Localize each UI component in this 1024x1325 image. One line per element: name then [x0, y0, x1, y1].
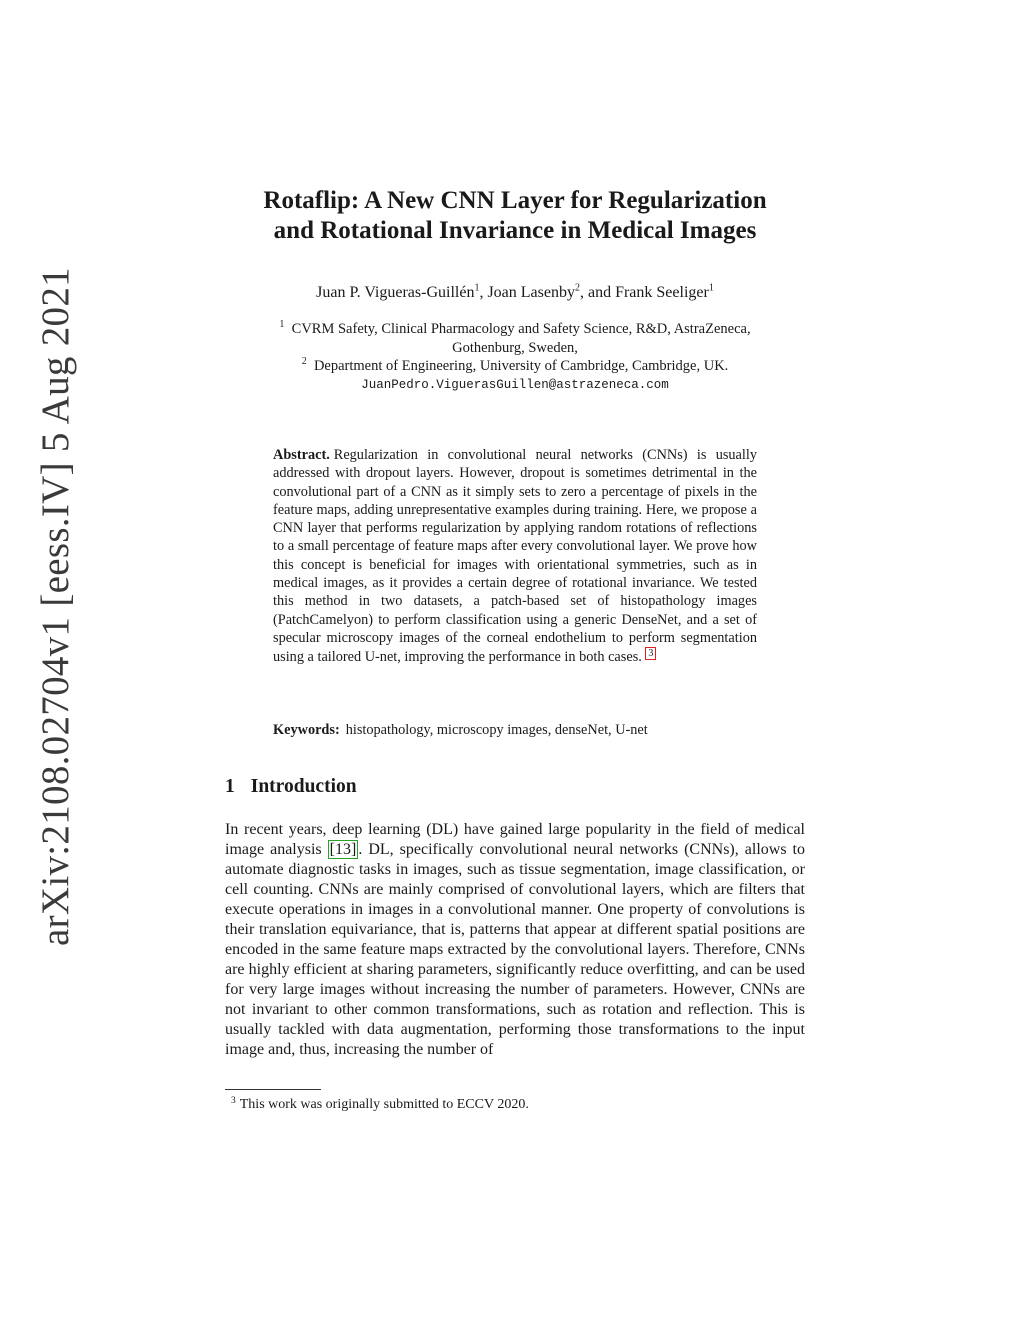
keywords-text: histopathology, microscopy images, denseNet, U-net: [345, 722, 648, 738]
intro-text-part-2: . DL, specifically convolutional neural networks (CNNs), allows to automate diagnostic tasks in images, such as tissue segmentation, image classification, or cell counting. CNNs are mainly comprised of convolutional layers, which are filters that execute operations in images in a convolutional manner. One property of convolutions is their translation equivariance, that is, patterns that appear at different spatial positions are encoded in the same feature maps extracted by the convolutional layers. Therefore, CNNs are highly efficient at sharing parameters, significantly reduce overfitting, and can be used for very large images without increasing the number of parameters. However, CNNs are not invariant to other common transformations, such as rotation and reflection. This is usually tackled with data augmentation, performing those transformations to the input image and, thus, increasing the number of: [225, 841, 805, 1058]
footnote-text: This work was originally submitted to ECCV 2020.: [239, 1097, 529, 1112]
abstract-label: Abstract.: [273, 447, 330, 463]
affiliation-1: [200, 320, 830, 339]
footnote-link[interactable]: 3: [645, 647, 656, 660]
section-heading: [225, 776, 357, 798]
introduction-paragraph: [225, 820, 805, 1060]
footnote-mark: 3: [231, 1096, 236, 1106]
citation-link[interactable]: [13]: [329, 841, 357, 858]
affiliation-1-mark: 1: [279, 319, 285, 331]
affiliation-2: [200, 357, 830, 376]
affiliation-1-text: CVRM Safety, Clinical Pharmacology and Safety Science, R&D, AstraZeneca,: [291, 321, 751, 337]
footnote: [225, 1096, 805, 1113]
section-title: Introduction: [250, 776, 357, 797]
author-name: Frank Seeliger: [615, 284, 709, 301]
author-affiliation-mark: 1: [474, 282, 480, 294]
keywords: [273, 722, 757, 739]
paper-title: [200, 186, 830, 246]
affiliation-1-location: Gothenburg, Sweden,: [452, 339, 578, 356]
arxiv-identifier: arXiv:2108.02704v1 [eess.IV] 5 Aug 2021: [34, 267, 77, 946]
author-affiliation-mark: 1: [708, 282, 714, 294]
abstract: [273, 446, 757, 667]
author-separator: , and: [579, 284, 616, 301]
affiliations: [200, 320, 830, 394]
affiliation-2-mark: 2: [301, 356, 307, 368]
affiliation-2-text: Department of Engineering, University of Cambridge, Cambridge, UK.: [313, 358, 729, 374]
author-name: Joan Lasenby: [487, 284, 575, 301]
author-affiliation-mark: 2: [574, 282, 580, 294]
section-number: 1: [225, 776, 235, 797]
author-name: Juan P. Vigueras-Guillén: [316, 284, 475, 301]
author-email[interactable]: JuanPedro.ViguerasGuillen@astrazeneca.com: [361, 377, 669, 392]
title-line-1: Rotaflip: A New CNN Layer for Regularization: [263, 187, 767, 214]
author-list: [200, 284, 830, 302]
keywords-label: Keywords:: [273, 722, 340, 738]
intro-text-part-1: In recent years, deep learning (DL) have gained large popularity in the field of medical image analysis: [225, 821, 805, 858]
abstract-text: Regularization in convolutional neural networks (CNNs) is usually addressed with dropout layers. However, dropout is sometimes detrimental in the convolutional part of a CNN as it simply sets to zero a percentage of pixels in the feature maps, adding unrepresentative examples during training. Here, we propose a CNN layer that performs regularization by applying random rotations of reflections to a small percentage of feature maps after every convolutional layer. We prove how this concept is beneficial for images with orientational symmetries, such as in medical images, as it provides a certain degree of rotational invariance. We tested this method in two datasets, a patch-based set of histopathology images (PatchCamelyon) to perform classification using a generic DenseNet, and a set of specular microscopy images of the corneal endothelium to perform segmentation using a tailored U-net, improving the performance in both cases.: [273, 447, 757, 666]
footnote-divider: [225, 1089, 321, 1090]
title-line-2: and Rotational Invariance in Medical Images: [273, 217, 757, 244]
author-separator: ,: [479, 284, 488, 301]
